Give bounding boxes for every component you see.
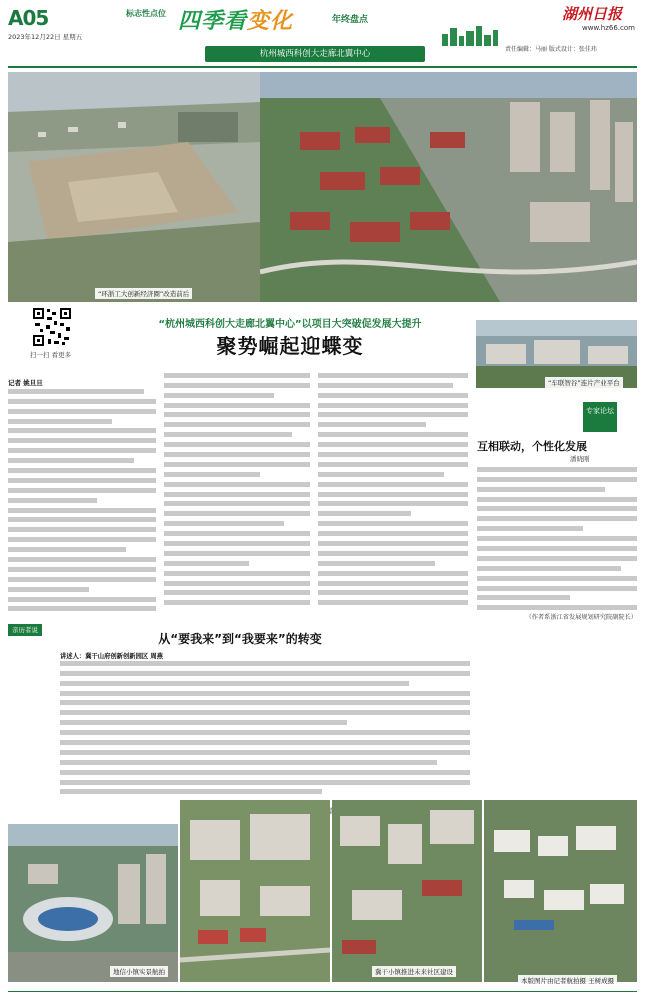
qr-scan-label: 扫一扫 看更多 bbox=[30, 351, 72, 359]
photo-industry-caption: “车联智谷”连片产业平台 bbox=[545, 377, 623, 388]
photo-community-caption: 冀干小镇推进未来社区建设 bbox=[372, 966, 456, 977]
photo-new-town bbox=[484, 800, 637, 982]
photo-geo-town bbox=[8, 824, 178, 982]
secondary-title: 从“要我来”到“我要来”的转变 bbox=[158, 632, 322, 646]
section-label: 亲历者说 bbox=[8, 624, 42, 636]
series-title bbox=[178, 4, 293, 35]
lead-body-col1 bbox=[8, 384, 156, 616]
photo-town-aerial-2 bbox=[332, 800, 482, 982]
photo-credit-caption: 本版图片由记者航拍摄 王树成摄 bbox=[518, 975, 617, 986]
lead-kicker: “杭州城西科创大走廊北翼中心”以项目大突破促发展大提升 bbox=[158, 319, 422, 330]
series-subtitle: 年终盘点 bbox=[332, 15, 369, 25]
commentary-title: 互相联动，个性化发展 bbox=[477, 440, 587, 453]
photo-before-caption: “环浙工大创新经济圈”改造前后 bbox=[95, 288, 192, 299]
commentary-author-note: （作者系浙江省发展规划研究院副院长） bbox=[525, 614, 637, 621]
series-title-part1: 四季看 bbox=[178, 9, 248, 34]
skyline-icon bbox=[440, 24, 500, 46]
qr-code-icon[interactable] bbox=[32, 307, 72, 347]
photo-future-community bbox=[180, 800, 330, 982]
page-number: A05 bbox=[8, 6, 49, 30]
series-title-part2: 变化 bbox=[247, 9, 294, 34]
newspaper-logo: 湖州日报 bbox=[562, 5, 623, 23]
topic-banner: 杭州城西科创大走廊北翼中心 bbox=[205, 46, 425, 62]
commentary-body bbox=[477, 462, 637, 610]
editor-credits: 责任编辑：马丽 版式设计：张佳玮 bbox=[505, 46, 597, 53]
photo-before-aerial bbox=[8, 72, 260, 302]
expert-forum-badge: 专家论坛 bbox=[583, 402, 617, 432]
photo-after-aerial bbox=[260, 72, 637, 302]
section-marker: 标志性点位 bbox=[126, 9, 166, 18]
page-date: 2023年12月22日 星期五 bbox=[8, 33, 83, 41]
secondary-body bbox=[60, 656, 470, 802]
website-link[interactable]: www.hz66.com bbox=[582, 24, 635, 32]
secondary-byline: 讲述人：冀干山府创新创新园区 周燕 bbox=[60, 653, 163, 660]
lead-body-col3 bbox=[318, 368, 468, 616]
footer-divider bbox=[8, 991, 637, 992]
photo-geo-caption: 地信小镇实景航拍 bbox=[110, 966, 168, 977]
header-divider bbox=[8, 66, 637, 68]
lead-headline: 聚势崛起迎蝶变 bbox=[216, 334, 364, 358]
lead-byline: 记者 姚旦旦 bbox=[8, 379, 43, 387]
commentary-author: 潘晓刚 bbox=[570, 455, 590, 463]
lead-body-col2 bbox=[164, 368, 310, 616]
